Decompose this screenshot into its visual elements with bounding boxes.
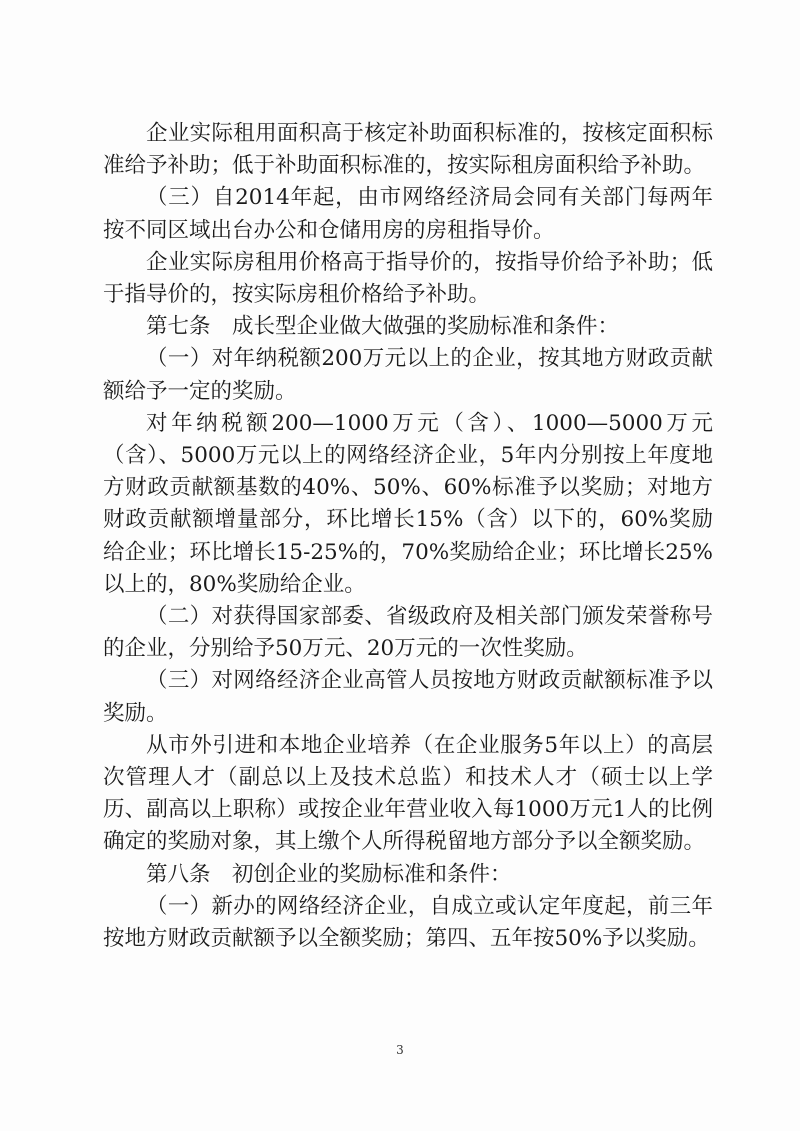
paragraph: 企业实际租用面积高于核定补助面积标准的，按核定面积标准给予补助；低于补助面积标准的，按实际租房面积给予补助。 xyxy=(103,121,713,179)
paragraph: （一）新办的网络经济企业，自成立或认定年度起，前三年按地方财政贡献额予以全额奖励；第四、五年按50%予以奖励。 xyxy=(103,893,713,952)
article-heading: 第七条 成长型企业做大做强的奖励标准和条件： xyxy=(146,314,620,340)
paragraph: 企业实际房租用价格高于指导价的，按指导价给予补助；低于指导价的，按实际房租价格给予补助。 xyxy=(103,249,713,308)
paragraph: （二）对获得国家部委、省级政府及相关部门颁发荣誉称号的企业，分别给予50万元、20万元的一次性奖励。 xyxy=(103,604,713,662)
paragraph: （一）对年纳税额200万元以上的企业，按其地方财政贡献额给予一定的奖励。 xyxy=(103,346,713,404)
article-heading: 第八条 初创企业的奖励标准和条件： xyxy=(146,861,512,887)
paragraph: （三）自2014年起，由市网络经济局会同有关部门每两年按不同区域出台办公和仓储用房的房租指导价。 xyxy=(103,185,713,243)
paragraph: 从市外引进和本地企业培养（在企业服务5年以上）的高层次管理人才（副总以上及技术总监）和技术人才（硕士以上学历、副高以上职称）或按企业年营业收入每1000万元1人的比例确定的奖励对象，其上缴个人所得税留地方部分予以全额奖励。 xyxy=(103,732,713,855)
paragraph: 对年纳税额200—1000万元（含）、1000—5000万元（含）、5000万元以上的网络经济企业，5年内分别按上年度地方财政贡献额基数的40%、50%、60%标准予以奖励；对地方财政贡献额增量部分，环比增长15%（含）以下的，60%奖励给企业；环比增长15-25%的，70%奖励给企业；环比增长25%以上的，80%奖励给企业。 xyxy=(103,410,713,597)
paragraph: （三）对网络经济企业高管人员按地方财政贡献额标准予以奖励。 xyxy=(103,668,713,726)
page-number: 3 xyxy=(396,1043,404,1057)
body-text xyxy=(103,118,713,955)
